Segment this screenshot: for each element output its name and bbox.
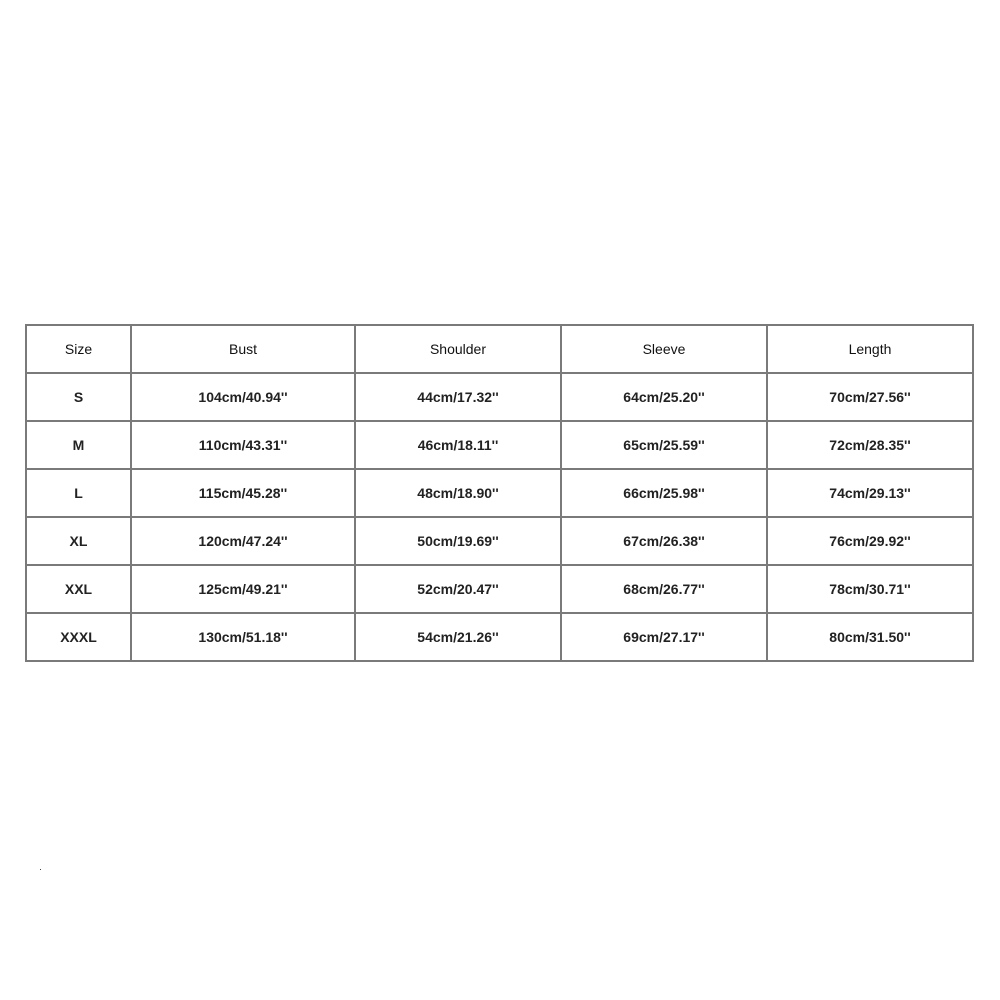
header-sleeve: Sleeve (561, 325, 767, 373)
cell-shoulder: 54cm/21.26'' (355, 613, 561, 661)
cell-size: XL (26, 517, 131, 565)
header-bust: Bust (131, 325, 355, 373)
cell-size: XXL (26, 565, 131, 613)
cell-shoulder: 46cm/18.11'' (355, 421, 561, 469)
cell-shoulder: 52cm/20.47'' (355, 565, 561, 613)
cell-length: 72cm/28.35'' (767, 421, 973, 469)
table-row (26, 613, 973, 661)
table-row (26, 469, 973, 517)
stray-dot (40, 869, 41, 870)
cell-bust: 104cm/40.94'' (131, 373, 355, 421)
cell-shoulder: 50cm/19.69'' (355, 517, 561, 565)
cell-bust: 110cm/43.31'' (131, 421, 355, 469)
cell-length: 78cm/30.71'' (767, 565, 973, 613)
cell-size: S (26, 373, 131, 421)
size-chart-table (25, 324, 974, 662)
cell-sleeve: 68cm/26.77'' (561, 565, 767, 613)
cell-size: M (26, 421, 131, 469)
header-size: Size (26, 325, 131, 373)
cell-length: 76cm/29.92'' (767, 517, 973, 565)
cell-size: L (26, 469, 131, 517)
table-row (26, 517, 973, 565)
cell-bust: 115cm/45.28'' (131, 469, 355, 517)
cell-length: 80cm/31.50'' (767, 613, 973, 661)
table-header-row (26, 325, 973, 373)
cell-bust: 125cm/49.21'' (131, 565, 355, 613)
cell-length: 74cm/29.13'' (767, 469, 973, 517)
cell-sleeve: 66cm/25.98'' (561, 469, 767, 517)
cell-sleeve: 69cm/27.17'' (561, 613, 767, 661)
table-row (26, 565, 973, 613)
cell-sleeve: 65cm/25.59'' (561, 421, 767, 469)
header-shoulder: Shoulder (355, 325, 561, 373)
header-length: Length (767, 325, 973, 373)
cell-shoulder: 48cm/18.90'' (355, 469, 561, 517)
cell-length: 70cm/27.56'' (767, 373, 973, 421)
table-row (26, 421, 973, 469)
cell-shoulder: 44cm/17.32'' (355, 373, 561, 421)
cell-bust: 120cm/47.24'' (131, 517, 355, 565)
cell-bust: 130cm/51.18'' (131, 613, 355, 661)
table-row (26, 373, 973, 421)
cell-sleeve: 67cm/26.38'' (561, 517, 767, 565)
cell-sleeve: 64cm/25.20'' (561, 373, 767, 421)
cell-size: XXXL (26, 613, 131, 661)
